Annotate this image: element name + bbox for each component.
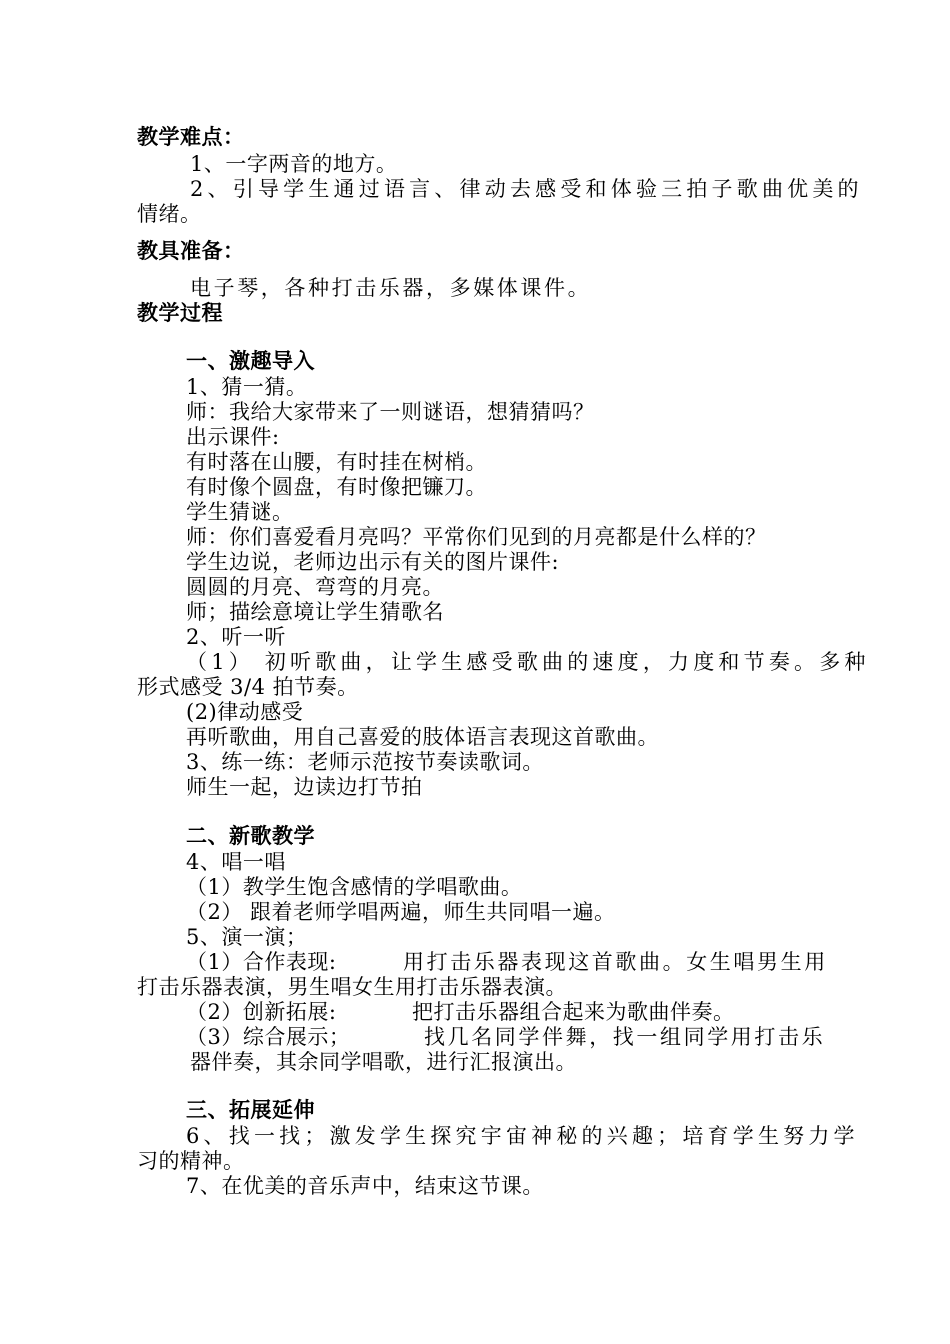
act-3-line-2: 器伴奏，其余同学唱歌，进行汇报演出。	[190, 1050, 577, 1074]
section1-line: 师：我给大家带来了一则谜语，想猜猜吗？	[186, 400, 595, 424]
act-1-text: 用打击乐器表现这首歌曲。女生唱男生用	[403, 950, 828, 974]
section1-heading: 一、激趣导入	[186, 349, 315, 373]
section3-heading: 三、拓展延伸	[186, 1098, 315, 1122]
section1-line: 师：你们喜爱看月亮吗？平常你们见到的月亮都是什么样的？	[186, 525, 767, 549]
act-1-label: （1）合作表现:	[186, 950, 337, 974]
difficulty-item-2-line-1: 2、引导学生通过语言、律动去感受和体验三拍子歌曲优美的	[190, 177, 863, 201]
act-1-line-2: 打击乐器表演，男生唱女生用打击乐器表演。	[137, 975, 567, 999]
difficulty-item-2-line-2: 情绪。	[137, 202, 202, 226]
section1-line: 学生猜谜。	[186, 500, 294, 524]
find-line-1: 6、找一找；激发学生探究宇宙神秘的兴趣；培育学生努力学	[186, 1124, 859, 1148]
listen-1-line-1: （1） 初听歌曲，让学生感受歌曲的速度，力度和节奏。多种	[186, 650, 870, 674]
closing-line: 7、在优美的音乐声中，结束这节课。	[186, 1174, 544, 1198]
section1-line: 出示课件:	[186, 425, 280, 449]
tools-heading: 教具准备：	[137, 239, 245, 263]
section2-heading: 二、新歌教学	[186, 824, 315, 848]
act-2-text: 把打击乐器组合起来为歌曲伴奏。	[412, 1000, 735, 1024]
section1-line: 师；描绘意境让学生猜歌名	[186, 600, 444, 624]
act-2-label: （2）创新拓展:	[186, 1000, 337, 1024]
listen-2: (2)律动感受	[186, 700, 304, 724]
find-line-2: 习的精神。	[137, 1149, 245, 1173]
sing: 4、唱一唱	[186, 850, 286, 874]
process-heading: 教学过程	[137, 301, 223, 325]
section1-line: 有时落在山腰，有时挂在树梢。	[186, 450, 487, 474]
section1-line: 2、听一听	[186, 625, 286, 649]
act-3-label: （3）综合展示；	[186, 1025, 351, 1049]
practice: 3、练一练：老师示范按节奏读歌词。	[186, 750, 544, 774]
listen-2-detail: 再听歌曲，用自己喜爱的肢体语言表现这首歌曲。	[186, 725, 659, 749]
difficulty-heading: 教学难点：	[137, 125, 245, 149]
difficulty-item-1: 1、一字两音的地方。	[190, 152, 398, 176]
act: 5、演一演；	[186, 925, 308, 949]
sing-2: （2） 跟着老师学唱两遍，师生共同唱一遍。	[186, 900, 616, 924]
act-3-text: 找几名同学伴舞，找一组同学用打击乐	[424, 1025, 826, 1049]
tools-content: 电子琴，各种打击乐器，多媒体课件。	[190, 276, 592, 300]
section1-line: 学生边说，老师边出示有关的图片课件:	[186, 550, 560, 574]
sing-1: （1）教学生饱含感情的学唱歌曲。	[186, 875, 523, 899]
section1-line: 圆圆的月亮、弯弯的月亮。	[186, 575, 444, 599]
section1-line: 1、猜一猜。	[186, 375, 308, 399]
section1-line: 有时像个圆盘，有时像把镰刀。	[186, 475, 487, 499]
listen-1-line-2: 形式感受 3/4 拍节奏。	[137, 675, 359, 699]
practice-detail: 师生一起，边读边打节拍	[186, 775, 423, 799]
